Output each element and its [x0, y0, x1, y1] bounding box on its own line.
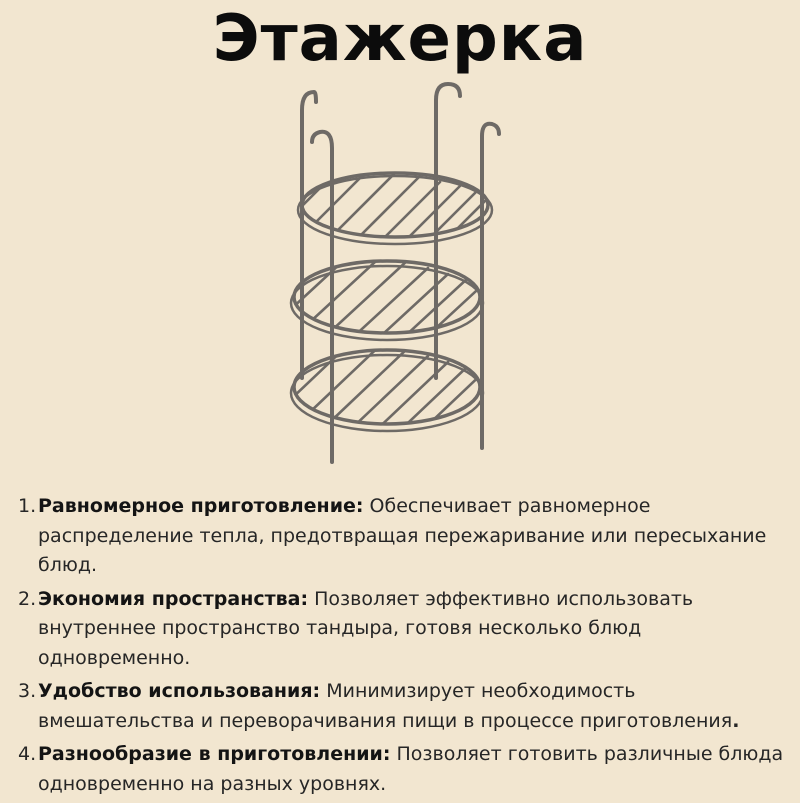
feature-list	[18, 492, 798, 803]
feature-number: 4.	[18, 743, 37, 765]
three-tier-wire-rack-image	[270, 78, 510, 478]
feature-end-punctuation: .	[732, 709, 740, 732]
feature-text: Обеспечивает равномерное распределение тепла, предотвращая пережаривание или пересыхание блюд.	[38, 495, 767, 576]
feature-number: 2.	[18, 587, 37, 610]
feature-item	[18, 677, 798, 736]
feature-title: Разнообразие в приготовлении:	[38, 743, 391, 765]
feature-text: Минимизирует необходимость вмешательства и переворачивания пищи в процессе приготовления	[38, 680, 733, 732]
feature-item	[18, 492, 798, 581]
page-title: Этажерка	[212, 2, 588, 76]
feature-text: Позволяет эффективно использовать внутреннее пространство тандыра, готовя несколько блюд одновременно.	[38, 587, 694, 669]
feature-number: 1.	[18, 495, 37, 517]
feature-text: Позволяет готовить различные блюда одновременно на разных уровнях.	[38, 743, 784, 795]
feature-item	[18, 740, 798, 799]
feature-title: Удобство использования:	[38, 680, 321, 702]
feature-title: Экономия пространства:	[38, 587, 309, 610]
feature-title: Равномерное приготовление:	[38, 495, 364, 517]
feature-item	[18, 585, 798, 674]
feature-number: 3.	[18, 680, 37, 702]
